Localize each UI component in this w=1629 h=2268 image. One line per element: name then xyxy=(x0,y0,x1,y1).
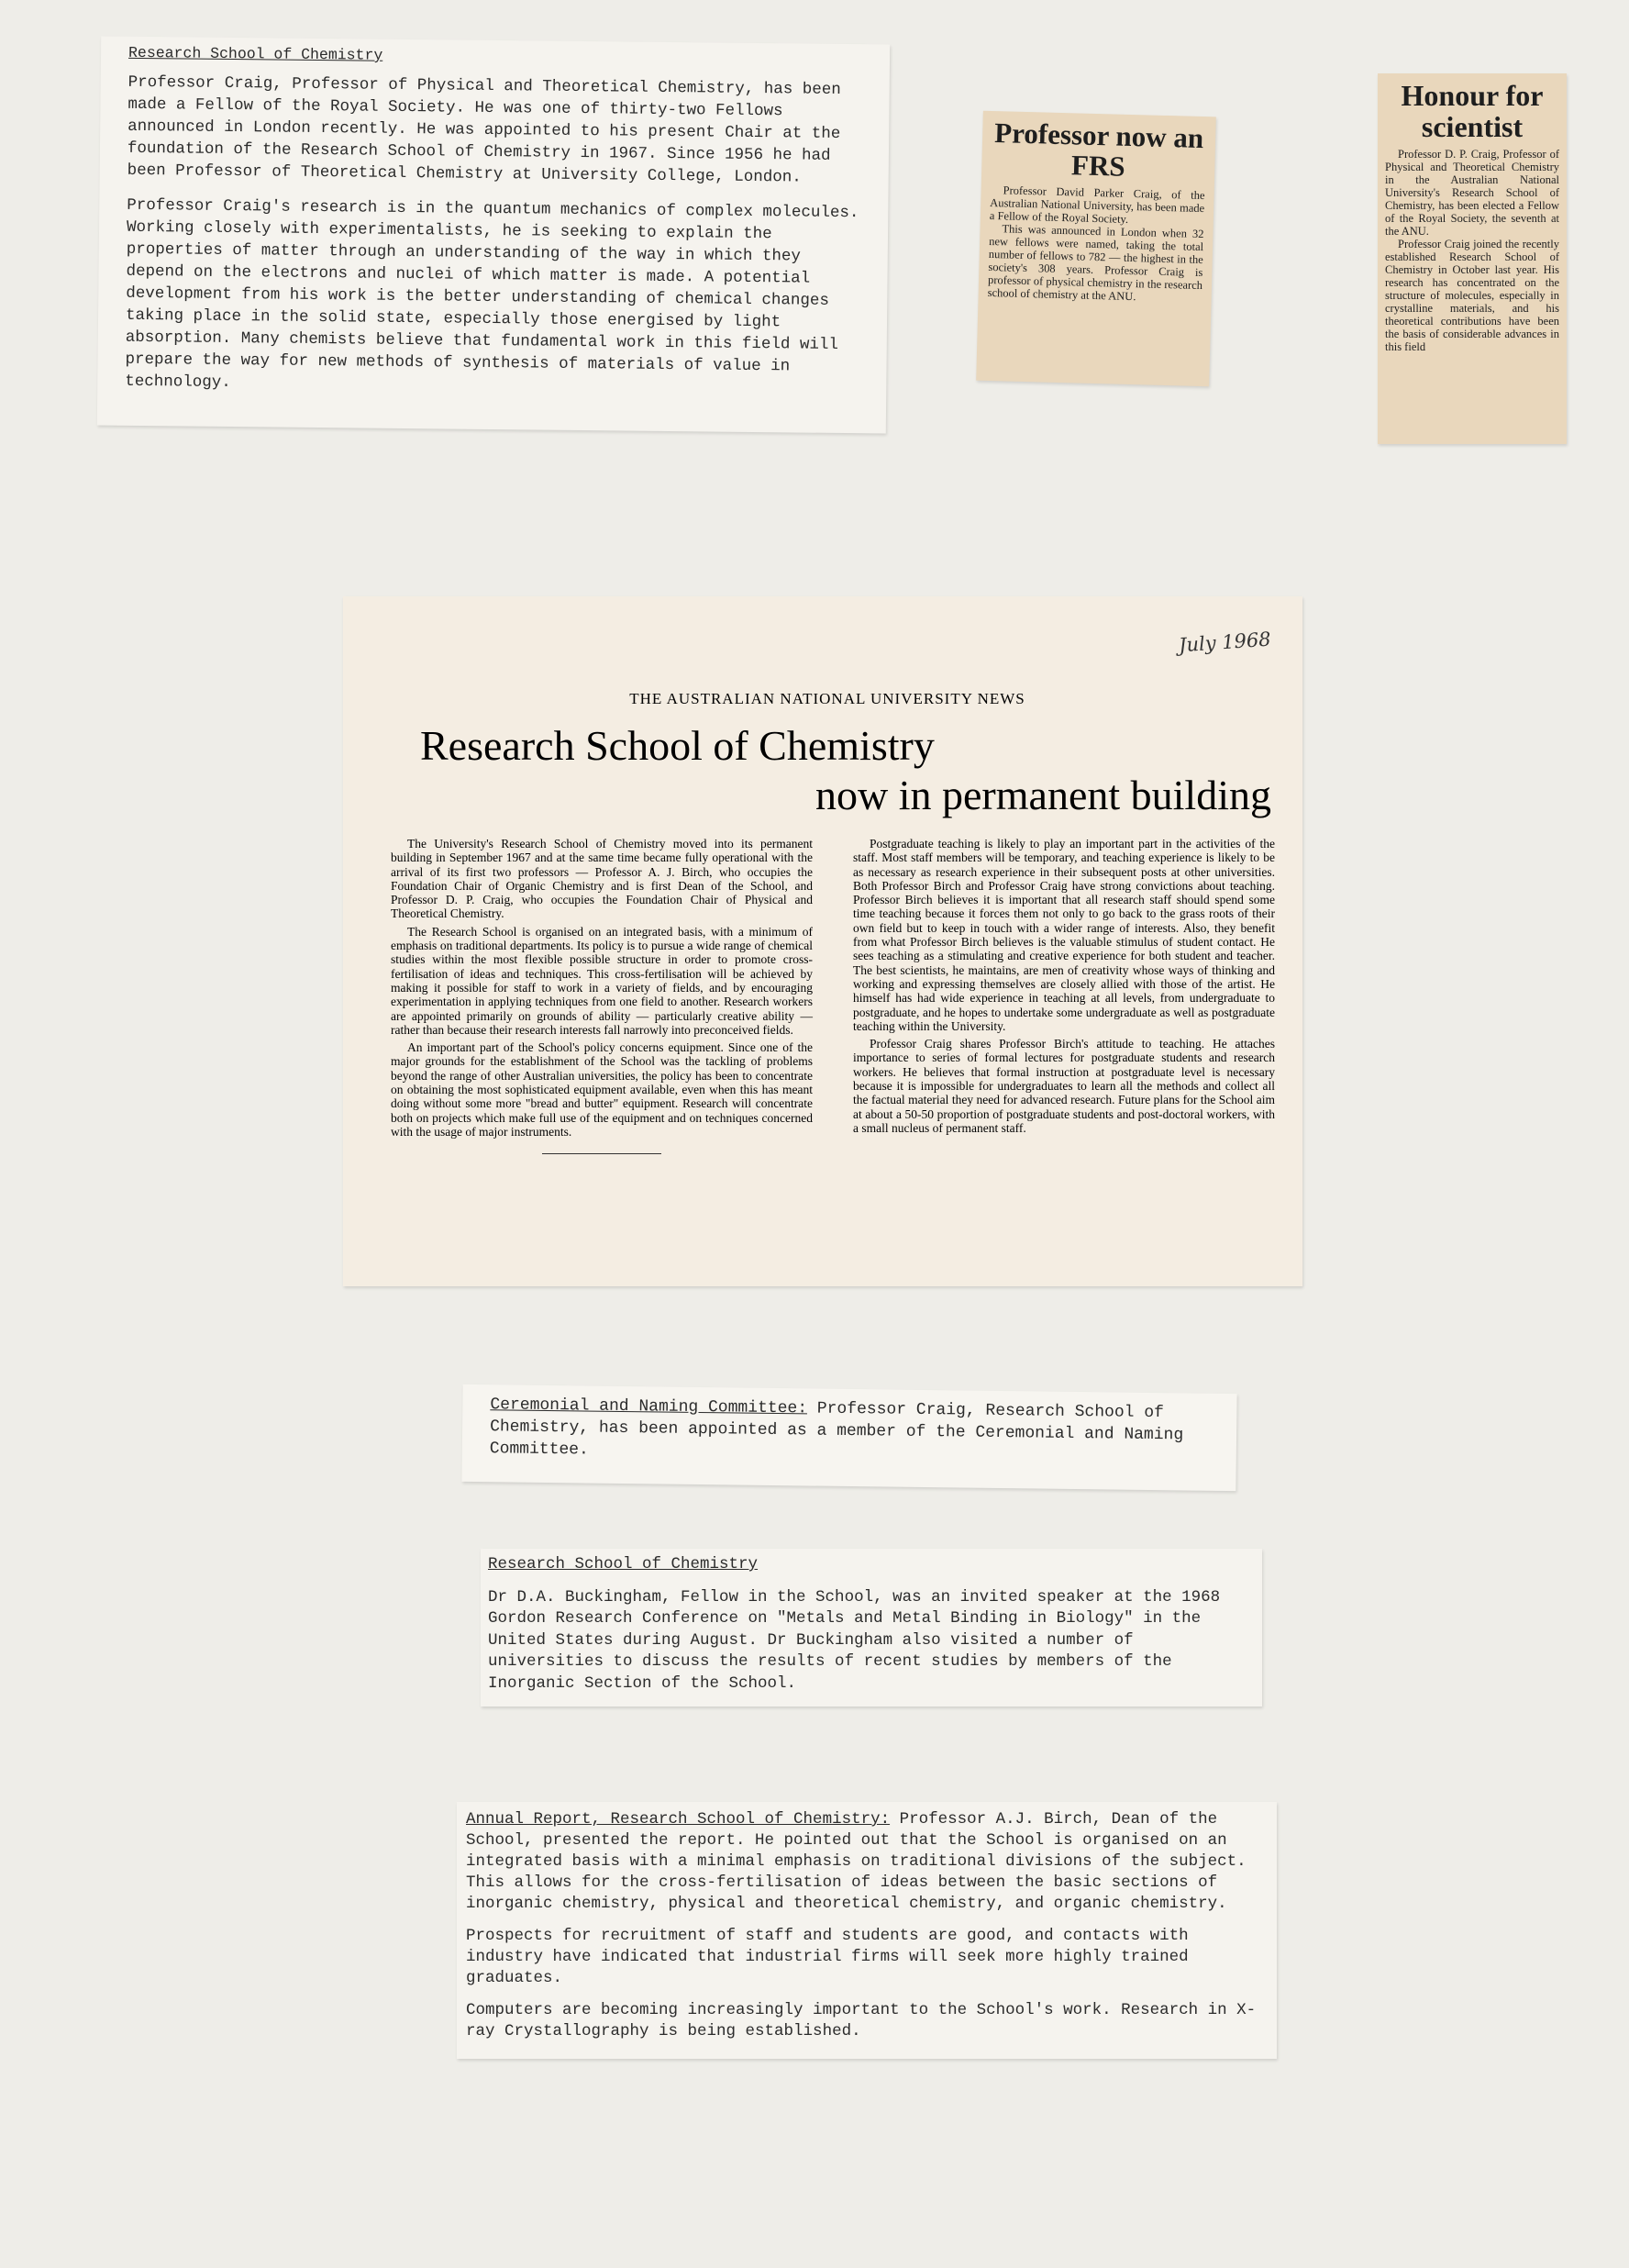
clipping-craig-frs-note xyxy=(97,37,890,434)
paragraph: Prospects for recruitment of staff and students are good, and contacts with industry have indicated that industrial firms will seek more highly trained graduates. xyxy=(466,1927,1189,1987)
paragraph: Professor D. P. Craig, Professor of Physical and Theoretical Chemistry in the Australian National University's Research School of Chemistry, has been elected a Fellow of the Royal Society, the seventh at the ANU. xyxy=(1385,148,1559,239)
article-title-line2: now in permanent building xyxy=(815,772,1271,818)
clipping-heading: Ceremonial and Naming Committee: xyxy=(490,1395,808,1418)
headline: Honour for scientist xyxy=(1401,79,1544,143)
article-title-line1: Research School of Chemistry xyxy=(420,722,935,769)
clipping-annual-report xyxy=(457,1802,1277,2059)
paragraph: Postgraduate teaching is likely to play an important part in the activities of the staff. Most staff members will be temporary, and teaching experience is likely to be as necessary as research experience in their subsequent posts at other universities. Both Professor Birch and Professor Craig have strong convictions about teaching. Professor Birch believes it is important that all research staff should spend some time teaching because it forces them not only to go back to the grass roots of their own field but to keep in touch with a wider range of interests. Also, they benefit from what Professor Birch believes is the valuable stimulus of student contact. He sees teaching as a stimulating and creative experience for both student and teacher. The best scientists, he maintains, are men of creativity whose ways of thinking and working and expressing themselves are closely allied with those of the artist. He himself has had wide experience in teaching at all levels, from undergraduate to postgraduate, and he hopes to undertake some undergraduate as well as postgraduate teaching within the University. xyxy=(853,837,1275,1033)
paragraph: Professor Craig joined the recently established Research School of Chemistry in October last year. His research has concentrated on the structure of molecules, especially in crystalline materials, and his theoretical contributions have been the basis of considerable advances in this field xyxy=(1385,238,1559,354)
paragraph: Professor Craig, Professor of Physical and Theoretical Chemistry, has been made a Fellow of the Royal Society. He was one of thirty-two Fellows announced in London recently. He was appointed to his present Chair at the foundation of the Research School of Chemistry in 1967. Since 1956 he had been Professor of Theoretical Chemistry at University College, London. xyxy=(127,72,841,187)
headline: Professor now an FRS xyxy=(993,117,1204,183)
clipping-ceremonial-committee xyxy=(461,1384,1236,1491)
paragraph: An important part of the School's policy concerns equipment. Since one of the major grounds for the establishment of the School was the tackling of problems beyond the range of other Australian universities, the policy has been to concentrate on obtaining the most sophisticated equipment available, even when this has meant doing without some more "bread and butter" equipment. Research will concentrate both on projects which make full use of the equipment and on techniques concerned with the usage of major instruments. xyxy=(391,1040,813,1139)
clipping-heading: Research School of Chemistry xyxy=(127,43,383,64)
clipping-heading: Annual Report, Research School of Chemistry: xyxy=(466,1810,891,1829)
handwritten-date: July 1968 xyxy=(1178,628,1272,657)
clipping-buckingham xyxy=(481,1549,1262,1707)
clipping-professor-now-frs xyxy=(976,111,1216,387)
clipping-honour-for-scientist xyxy=(1378,73,1567,444)
clipping-text: Professor Craig, Research School of Chemistry, has been appointed as a member of the Ceremonial and Naming Committee. xyxy=(489,1399,1184,1460)
masthead: THE AUSTRALIAN NATIONAL UNIVERSITY NEWS xyxy=(629,690,1025,707)
article-column-left xyxy=(380,837,813,1154)
divider xyxy=(542,1153,661,1154)
paragraph: Professor A.J. Birch, Dean of the School, presented the report. He pointed out that the School is organised on an integrated basis with a minimal emphasis on traditional divisions of the subject. This allows for the cross-fertilisation of ideas between the basic sections of inorganic chemistry, physical and theoretical chemistry, and organic chemistry. xyxy=(466,1810,1247,1913)
paragraph: Professor Craig shares Professor Birch's attitude to teaching. He attaches importance to series of formal lectures for postgraduate students and research workers. He believes that formal instruction at postgraduate level is necessary because it is impossible for undergraduates to learn all the methods and collect all the factual material they need for advanced research. Future plans for the School aim at about a 50-50 proportion of postgraduate students and post-doctoral workers, with a small nucleus of permanent staff. xyxy=(853,1037,1275,1135)
paragraph: The University's Research School of Chemistry moved into its permanent building in September 1967 and at the same time became fully operational with the arrival of its first two professors — Professor A. J. Birch, who occupies the Foundation Chair of Organic Chemistry and is first Dean of the School, and Professor D. P. Craig, who occupies the Foundation Chair of Physical and Theoretical Chemistry. xyxy=(391,837,813,921)
paragraph: Computers are becoming increasingly important to the School's work. Research in X-ray Crystallography is being established. xyxy=(466,2001,1257,2040)
paragraph: Professor Craig's research is in the quantum mechanics of complex molecules. Working closely with experimentalists, he is seeking to explain the properties of matter through an understanding of the way in which they depend on the electrons and nuclei of which matter is made. A potential development from his work is the better understanding of chemical changes taking place in the solid state, especially those energised by light absorption. Many chemists believe that fundamental work in this field will prepare the way for new methods of synthesis of materials of value in technology. xyxy=(125,195,859,393)
article-column-right xyxy=(853,837,1275,1154)
paragraph: This was announced in London when 32 new fellows were named, taking the total number of fellows to 782 — the highest in the society's 308 years. Professor Craig is professor of physical chemistry in the research school of chemistry at the ANU. xyxy=(987,222,1204,304)
clipping-heading: Research School of Chemistry xyxy=(488,1555,759,1573)
paragraph: Professor David Parker Craig, of the Australian National University, has been made a Fellow of the Royal Society. xyxy=(989,183,1205,226)
paragraph: The Research School is organised on an integrated basis, with a minimum of emphasis on traditional departments. Its policy is to pursue a wide range of chemical studies within the most flexible possible structure in order to promote cross-fertilisation of ideas and techniques. This cross-fertilisation will be achieved by making it possible for staff to work in a variety of fields, and by encouraging experimentation in applying techniques from one field to another. Research workers are appointed primarily on grounds of ability — particularly creative ability — rather than because their research interests fall narrowly into preconceived fields. xyxy=(391,924,813,1037)
clipping-anu-news-article xyxy=(343,596,1302,1286)
clipping-text: Dr D.A. Buckingham, Fellow in the School, was an invited speaker at the 1968 Gordon Research Conference on "Metals and Metal Binding in Biology" in the United States during August. Dr Buckingham also visited a number of universities to discuss the results of recent studies by members of the Inorganic Section of the School. xyxy=(488,1587,1221,1693)
